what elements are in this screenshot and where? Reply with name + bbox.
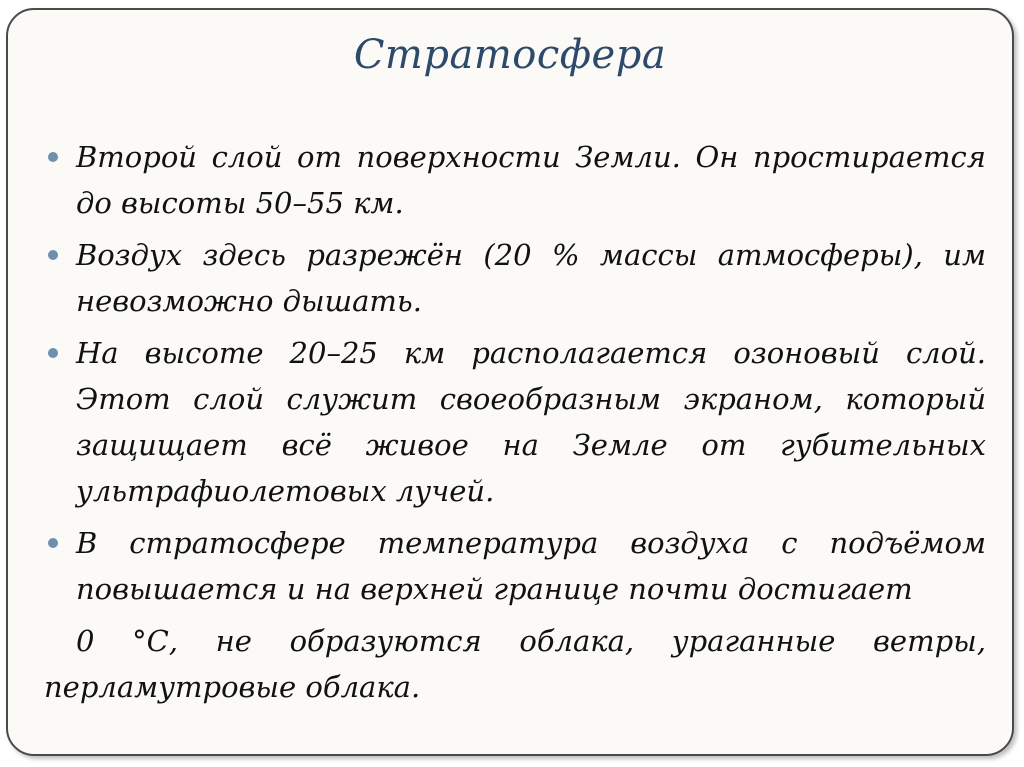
bullet-text: На высоте 20–25 км располагается озоновый слой. Этот слой служит своеобразным экраном, который защищает всё живое на Земле от губительных ультрафиолетовых лучей. [76,336,986,508]
bullet-dot-icon [48,152,58,162]
bullet-item-3 [44,330,986,514]
slide-content [44,134,986,710]
slide-title: Стратосфера [353,32,667,78]
bullet-text: Второй слой от поверхности Земли. Он простирается до высоты 50–55 км. [76,140,986,220]
bullet-item-1 [44,134,986,226]
slide-frame [6,8,1014,756]
bullet-item-4 [44,520,986,612]
bullet-text: В стратосфере температура воздуха с подъёмом повышается и на верхней границе почти достигает [76,526,986,606]
bullet-item-2 [44,232,986,324]
bullet-text: Воздух здесь разрежён (20 % массы атмосферы), им невозможно дышать. [76,238,986,318]
bullet-dot-icon [48,538,58,548]
bullet-dot-icon [48,250,58,260]
bullet-dot-icon [48,348,58,358]
continuation-paragraph: 0 °С, не образуются облака, ураганные ветры, перламутровые облака. [44,624,986,704]
